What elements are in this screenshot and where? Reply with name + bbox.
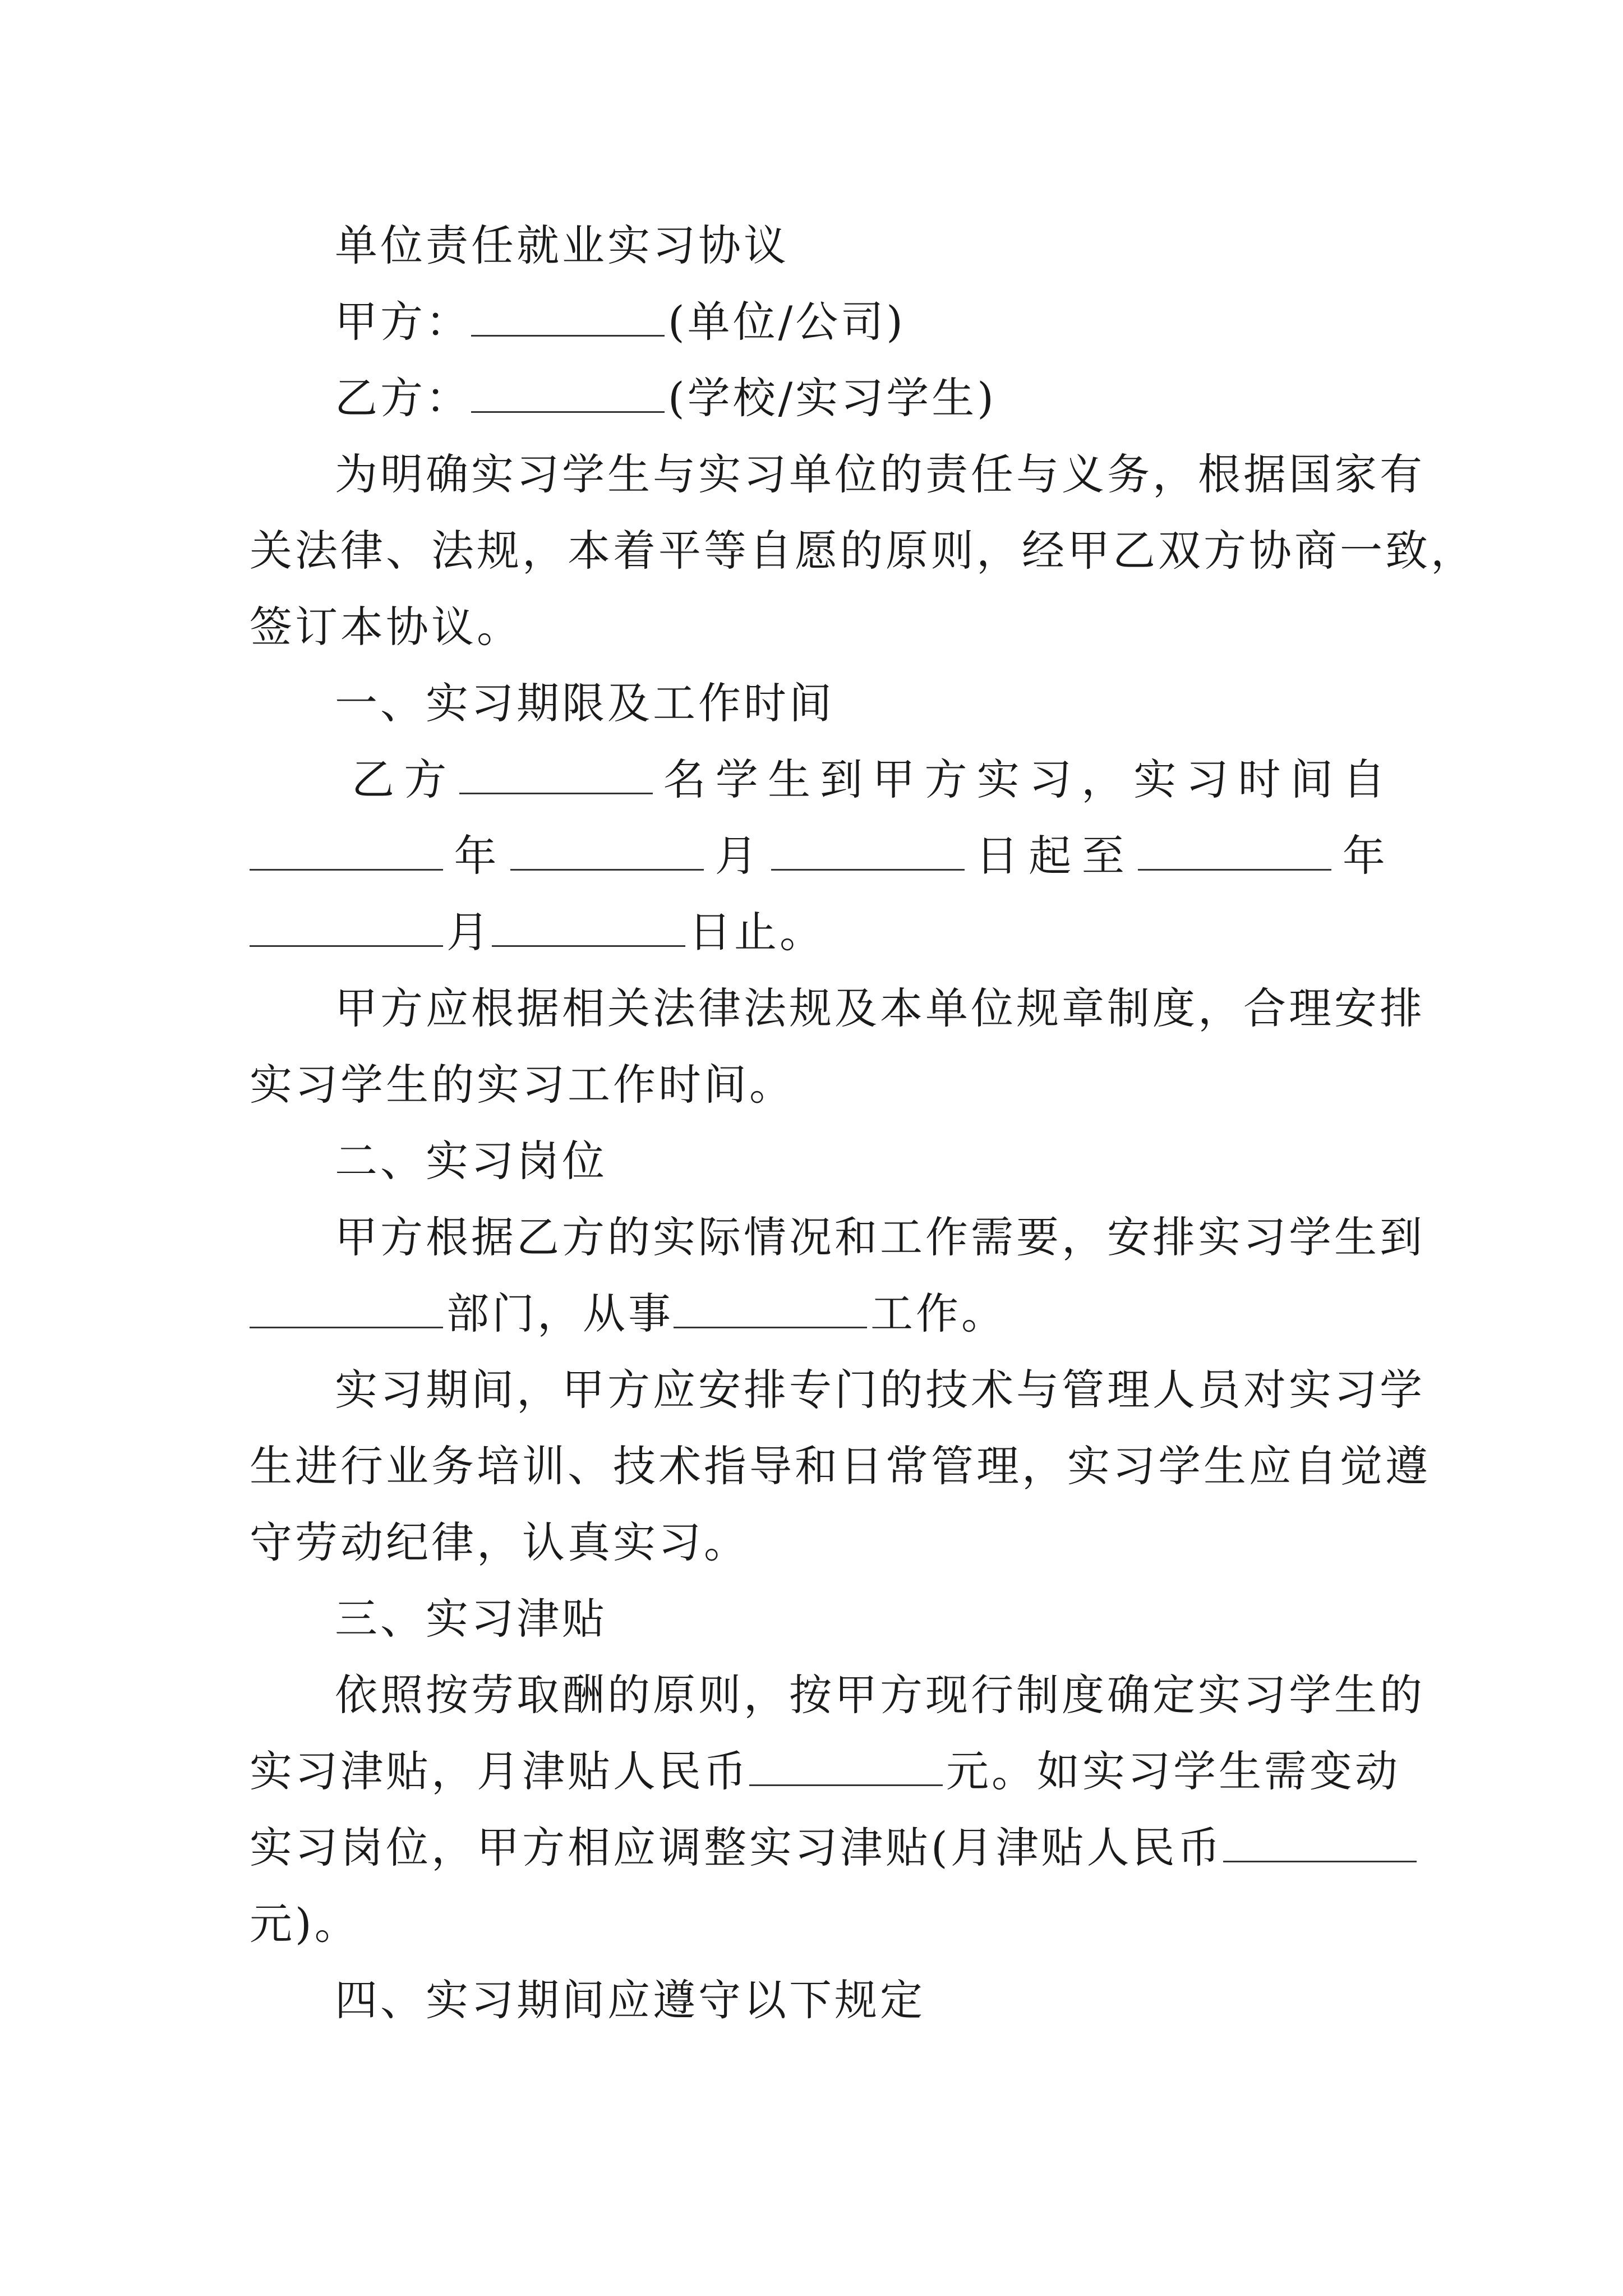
section-4-heading: 四、实习期间应遵守以下规定 — [335, 1975, 925, 2025]
preamble-line-2: 关法律、法规，本着平等自愿的原则，经甲乙双方协商一致， — [250, 526, 1476, 576]
char: 习 — [1029, 754, 1075, 804]
char: 至 — [1081, 831, 1127, 881]
text: 月 — [446, 907, 492, 957]
party-b-line — [250, 360, 1388, 436]
section-1-line-2 — [250, 818, 1388, 894]
char: 名 — [663, 754, 709, 804]
char: 乙 — [352, 754, 397, 804]
section-1-para-line-2: 实习学生的实习工作时间。 — [250, 1060, 795, 1110]
char: 起 — [1029, 831, 1075, 881]
section-3-line-2 — [250, 1733, 1400, 1810]
section-1-para-line-1: 甲方应根据相关法律法规及本单位规章制度，合理安排 — [335, 983, 1425, 1033]
char: 年 — [454, 831, 500, 881]
section-2-para-line-2: 生进行业务培训、技术指导和日常管理，实习学生应自觉遵 — [250, 1441, 1431, 1491]
char: 实 — [976, 754, 1022, 804]
char: 学 — [715, 754, 761, 804]
adjusted-allowance-blank[interactable] — [1223, 1855, 1417, 1862]
party-b-suffix: (学校/实习学生) — [668, 373, 997, 423]
char: 习 — [1186, 754, 1232, 804]
char: ， — [1081, 754, 1127, 804]
char: 自 — [1343, 754, 1388, 804]
char: 时 — [1238, 754, 1284, 804]
party-a-label: 甲方： — [335, 297, 471, 347]
section-1-line-1 — [250, 742, 1388, 818]
char: 甲 — [872, 754, 918, 804]
text: 工作。 — [870, 1289, 1007, 1338]
char: 到 — [820, 754, 866, 804]
end-year-blank[interactable] — [1138, 863, 1331, 871]
document-title: 单位责任就业实习协议 — [335, 220, 789, 270]
section-2-para-line-3: 守劳动纪律，认真实习。 — [250, 1517, 749, 1567]
section-2-line-2 — [250, 1276, 1388, 1352]
department-blank[interactable] — [250, 1321, 443, 1328]
student-count-blank[interactable] — [459, 787, 653, 794]
char: 方 — [404, 754, 450, 804]
char: 年 — [1342, 831, 1388, 881]
party-b-blank[interactable] — [471, 406, 665, 413]
section-2-line-1: 甲方根据乙方的实际情况和工作需要，安排实习学生到 — [335, 1212, 1425, 1262]
start-day-blank[interactable] — [771, 863, 965, 871]
text: 实习岗位，甲方相应调整实习津贴(月津贴人民币 — [250, 1823, 1223, 1872]
preamble-line-1: 为明确实习学生与实习单位的责任与义务，根据国家有 — [335, 449, 1425, 499]
party-a-blank[interactable] — [471, 329, 665, 337]
section-3-line-1: 依照按劳取酬的原则，按甲方现行制度确定实习学生的 — [335, 1670, 1425, 1720]
document-page — [250, 208, 1476, 2039]
end-day-blank[interactable] — [492, 940, 685, 947]
char: 实 — [1133, 754, 1179, 804]
end-month-blank[interactable] — [250, 940, 443, 947]
section-2-heading: 二、实习岗位 — [335, 1136, 607, 1186]
char: 月 — [714, 831, 760, 881]
party-b-label: 乙方： — [335, 373, 471, 423]
section-3-line-4: 元)。 — [250, 1899, 360, 1949]
section-3-heading: 三、实习津贴 — [335, 1594, 607, 1644]
work-blank[interactable] — [674, 1321, 867, 1328]
start-year-blank[interactable] — [250, 863, 443, 871]
char: 间 — [1290, 754, 1336, 804]
party-a-suffix: (单位/公司) — [668, 297, 906, 347]
preamble-line-3: 签订本协议。 — [250, 602, 522, 652]
text: 日止。 — [689, 907, 825, 957]
section-1-line-3 — [250, 894, 1388, 970]
text: 实习津贴，月津贴人民币 — [250, 1746, 749, 1796]
text: 部门，从事 — [446, 1289, 674, 1338]
start-month-blank[interactable] — [510, 863, 704, 871]
section-3-line-3 — [250, 1810, 1388, 1886]
char: 生 — [767, 754, 813, 804]
char: 方 — [924, 754, 970, 804]
char: 日 — [975, 831, 1021, 881]
section-2-para-line-1: 实习期间，甲方应安排专门的技术与管理人员对实习学 — [335, 1365, 1425, 1415]
allowance-blank[interactable] — [749, 1779, 943, 1786]
party-a-line — [250, 284, 1388, 360]
text: 元。如实习学生需变动 — [946, 1746, 1400, 1796]
section-1-heading: 一、实习期限及工作时间 — [335, 678, 834, 728]
